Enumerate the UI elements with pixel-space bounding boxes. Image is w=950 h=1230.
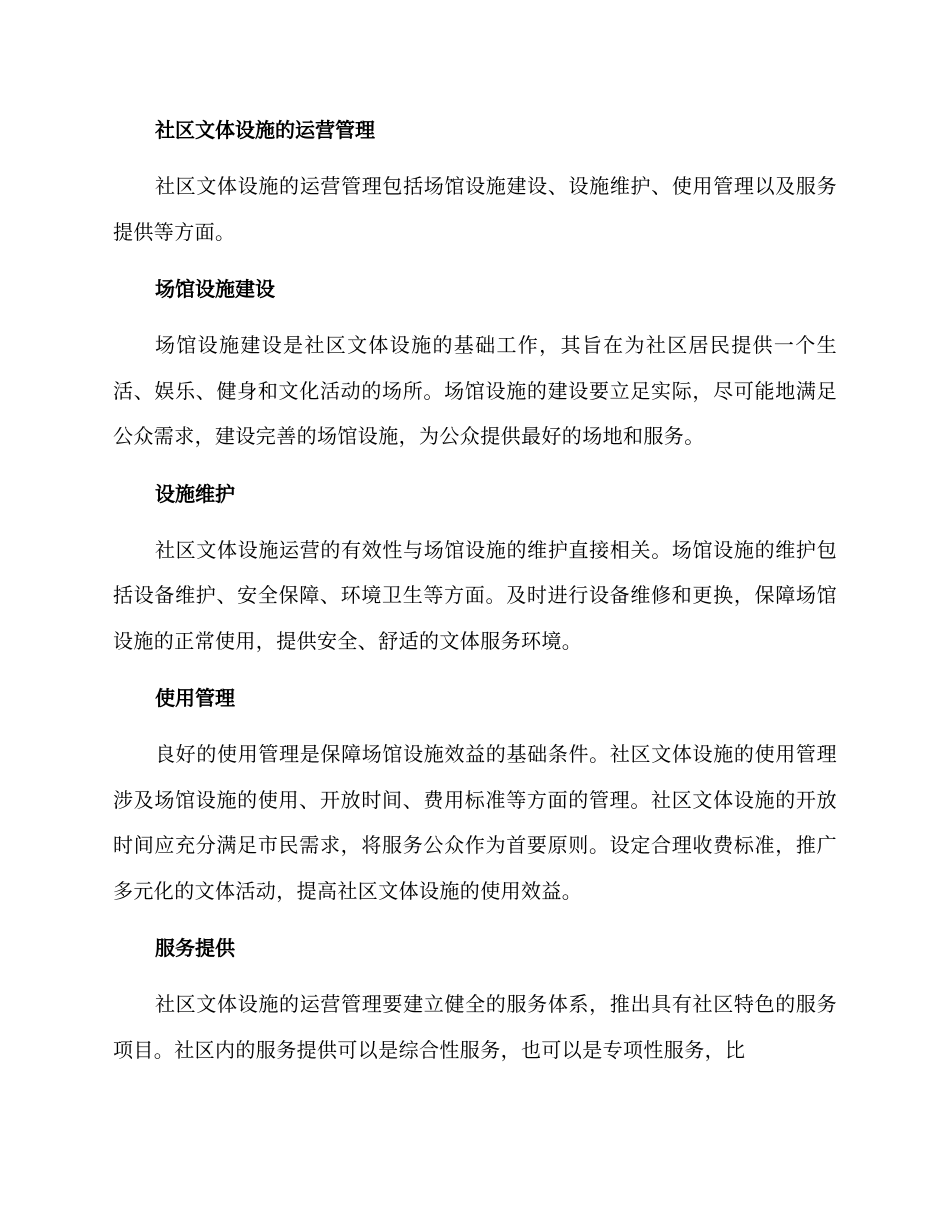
section-heading-operations: 社区文体设施的运营管理 <box>155 118 375 142</box>
section-paragraph-operations: 社区文体设施的运营管理包括场馆设施建设、设施维护、使用管理以及服务提供等方面。 <box>113 174 837 244</box>
document-page <box>113 108 837 1085</box>
section-paragraph-construction: 场馆设施建设是社区文体设施的基础工作，其旨在为社区居民提供一个生活、娱乐、健身和文化活动的场所。场馆设施的建设要立足实际，尽可能地满足公众需求，建设完善的场馆设施，为公众提供最好的场地和服务。 <box>113 333 837 448</box>
section-heading-maintenance: 设施维护 <box>155 481 235 506</box>
section-paragraph-services: 社区文体设施的运营管理要建立健全的服务体系，推出具有社区特色的服务项目。社区内的服务提供可以是综合性服务，也可以是专项性服务，比 <box>113 992 837 1062</box>
section-paragraph-maintenance: 社区文体设施运营的有效性与场馆设施的维护直接相关。场馆设施的维护包括设备维护、安全保障、环境卫生等方面。及时进行设备维修和更换，保障场馆设施的正常使用，提供安全、舒适的文体服务环境。 <box>113 537 837 653</box>
section-heading-construction: 场馆设施建设 <box>155 277 275 301</box>
section-heading-services: 服务提供 <box>155 936 235 960</box>
section-paragraph-usage: 良好的使用管理是保障场馆设施效益的基础条件。社区文体设施的使用管理涉及场馆设施的使用、开放时间、费用标准等方面的管理。社区文体设施的开放时间应充分满足市民需求，将服务公众作为首要原则。设定合理收费标准，推广多元化的文体活动，提高社区文体设施的使用效益。 <box>113 742 837 903</box>
section-heading-usage: 使用管理 <box>155 686 235 710</box>
